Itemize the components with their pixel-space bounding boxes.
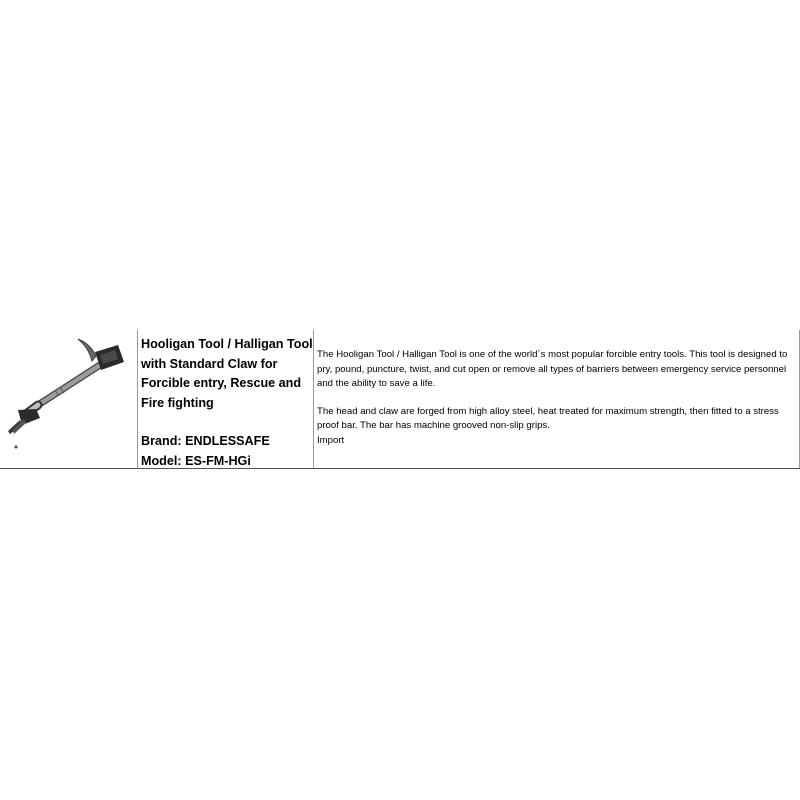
description-paragraph-2: The head and claw are forged from high alloy steel, heat treated for maximum strength, then fitted to a stress proof bar. The bar has machine grooved non-slip grips. bbox=[317, 405, 779, 432]
brand-label: Brand: ENDLESSAFE bbox=[141, 434, 270, 449]
product-image-cell bbox=[0, 330, 137, 468]
product-row bbox=[0, 330, 800, 469]
description-paragraph-1: The Hooligan Tool / Halligan Tool is one of the world´s most popular forcible entry tools. This tool is designed to pry, pound, puncture, twist, and cut open or remove all types of barriers between emergency service personnel and the ability to save a life. bbox=[317, 349, 788, 390]
product-description-cell bbox=[313, 330, 800, 468]
product-title: Hooligan Tool / Halligan Tool with Standard Claw for Forcible entry, Rescue and Fire fighting bbox=[141, 337, 313, 410]
halligan-tool-icon bbox=[0, 330, 137, 469]
model-label: Model: ES-FM-HGi bbox=[141, 453, 251, 468]
product-title-cell bbox=[137, 330, 313, 468]
origin-label: Import bbox=[317, 434, 345, 446]
